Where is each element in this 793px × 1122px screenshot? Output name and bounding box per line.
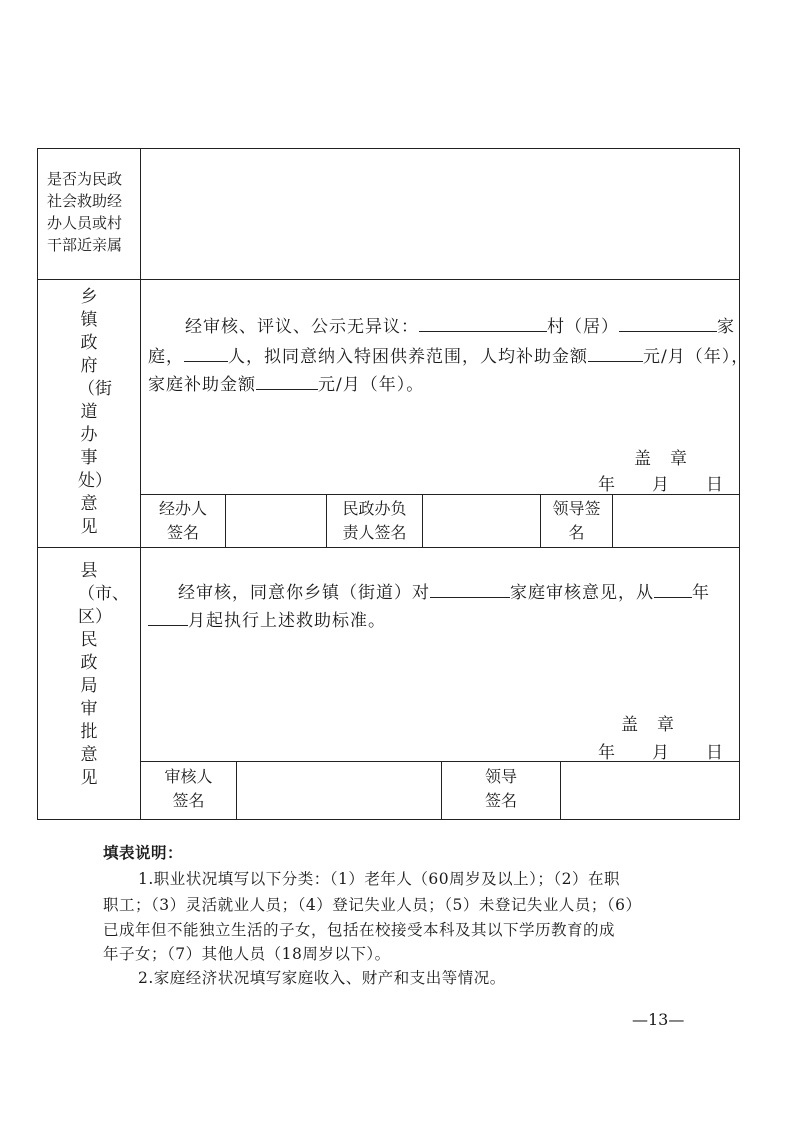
row1-content-field[interactable] bbox=[141, 149, 739, 279]
row3-text-line2 bbox=[148, 606, 386, 631]
label-line: 签名 bbox=[166, 523, 199, 542]
row3-leader-signature-label bbox=[442, 765, 560, 813]
table-right-border bbox=[739, 148, 740, 820]
row2-text: 元/月（年）。 bbox=[318, 375, 425, 395]
row2-civil-affairs-signature-field[interactable] bbox=[423, 495, 540, 547]
label-line: 经办人 bbox=[158, 499, 207, 518]
row2-handler-signature-field[interactable] bbox=[226, 495, 326, 547]
row2-text-line3 bbox=[148, 370, 424, 395]
row1-label-line: 办人员或村 bbox=[47, 214, 123, 232]
row2-date: 年 月 日 bbox=[598, 475, 724, 495]
row3-date: 年 月 日 bbox=[598, 743, 724, 763]
table-row2-bottom bbox=[37, 547, 740, 548]
row2-text: 元/月（年）， bbox=[643, 347, 750, 367]
label-line: 签名 bbox=[172, 791, 205, 810]
table-row1-bottom bbox=[37, 279, 740, 280]
row1-label bbox=[47, 168, 139, 256]
notes-line: 年子女；（7）其他人员（18周岁以下）。 bbox=[103, 945, 391, 963]
household-blank[interactable] bbox=[619, 313, 717, 332]
label-line: 审核人 bbox=[164, 767, 213, 786]
label-line: 民政办负 bbox=[342, 499, 407, 518]
per-capita-amount-blank[interactable] bbox=[588, 343, 643, 362]
row3-text-line1 bbox=[178, 578, 710, 603]
row2-leader-signature-field[interactable] bbox=[613, 495, 739, 547]
label-line: 签名 bbox=[484, 791, 517, 810]
label-line: 名 bbox=[568, 523, 585, 542]
page-number: —13— bbox=[632, 1010, 685, 1029]
label-line: 领导 bbox=[484, 767, 517, 786]
notes-line: 1.职业状况填写以下分类：（1）老年人（60周岁及以上）；（2）在职 bbox=[138, 870, 620, 888]
row2-vertical-label: 乡镇政府（街道办事处）意见 bbox=[78, 287, 112, 537]
row2-text: 人，拟同意纳入特困供养范围，人均补助金额 bbox=[228, 347, 588, 367]
table-bottom-border bbox=[37, 819, 740, 820]
row3-text: 月起执行上述救助标准。 bbox=[188, 611, 386, 631]
notes-title: 填表说明： bbox=[103, 843, 184, 862]
persons-blank[interactable] bbox=[184, 343, 228, 362]
row3-reviewer-signature-field[interactable] bbox=[237, 762, 441, 819]
row2-leader-signature-label bbox=[541, 497, 612, 545]
row2-seal: 盖 章 bbox=[634, 449, 688, 469]
row3-text: 年 bbox=[692, 583, 710, 603]
row2-text-line1 bbox=[185, 312, 735, 337]
notes-line: 职工；（3）灵活就业人员；（4）登记失业人员；（5）未登记失业人员；（6） bbox=[103, 896, 642, 914]
row2-text: 家庭补助金额 bbox=[148, 375, 256, 395]
row2-text-line2 bbox=[148, 342, 749, 367]
label-line: 责人签名 bbox=[342, 523, 407, 542]
row3-seal: 盖 章 bbox=[621, 715, 675, 735]
row1-label-line: 干部近亲属 bbox=[47, 236, 123, 254]
row2-civil-affairs-signature-label bbox=[327, 497, 422, 545]
start-month-blank[interactable] bbox=[148, 607, 188, 626]
start-year-blank[interactable] bbox=[654, 579, 692, 598]
row3-reviewer-signature-label bbox=[141, 765, 236, 813]
table-left-border bbox=[37, 148, 38, 820]
village-blank[interactable] bbox=[419, 313, 547, 332]
family-amount-blank[interactable] bbox=[256, 371, 318, 390]
notes-line: 已成年但不能独立生活的子女，包括在校接受本科及其以下学历教育的成 bbox=[103, 921, 616, 939]
row1-label-line: 社会救助经 bbox=[47, 192, 123, 210]
row2-text: 经审核、评议、公示无异议： bbox=[185, 317, 419, 337]
family-name-blank[interactable] bbox=[430, 579, 510, 598]
row3-text: 家庭审核意见，从 bbox=[510, 583, 654, 603]
row3-vertical-label: 县（市、区）民政局审批意见 bbox=[78, 561, 129, 788]
row2-text: 庭， bbox=[148, 347, 184, 367]
row2-handler-signature-label bbox=[141, 497, 225, 545]
row3-leader-signature-field[interactable] bbox=[561, 762, 739, 819]
notes-line: 2.家庭经济状况填写家庭收入、财产和支出等情况。 bbox=[138, 969, 506, 987]
row1-label-line: 是否为民政 bbox=[47, 170, 123, 188]
row2-text: 村（居） bbox=[547, 317, 619, 337]
row3-text: 经审核，同意你乡镇（街道）对 bbox=[178, 583, 430, 603]
label-line: 领导签 bbox=[552, 499, 601, 518]
row2-text: 家 bbox=[717, 317, 735, 337]
